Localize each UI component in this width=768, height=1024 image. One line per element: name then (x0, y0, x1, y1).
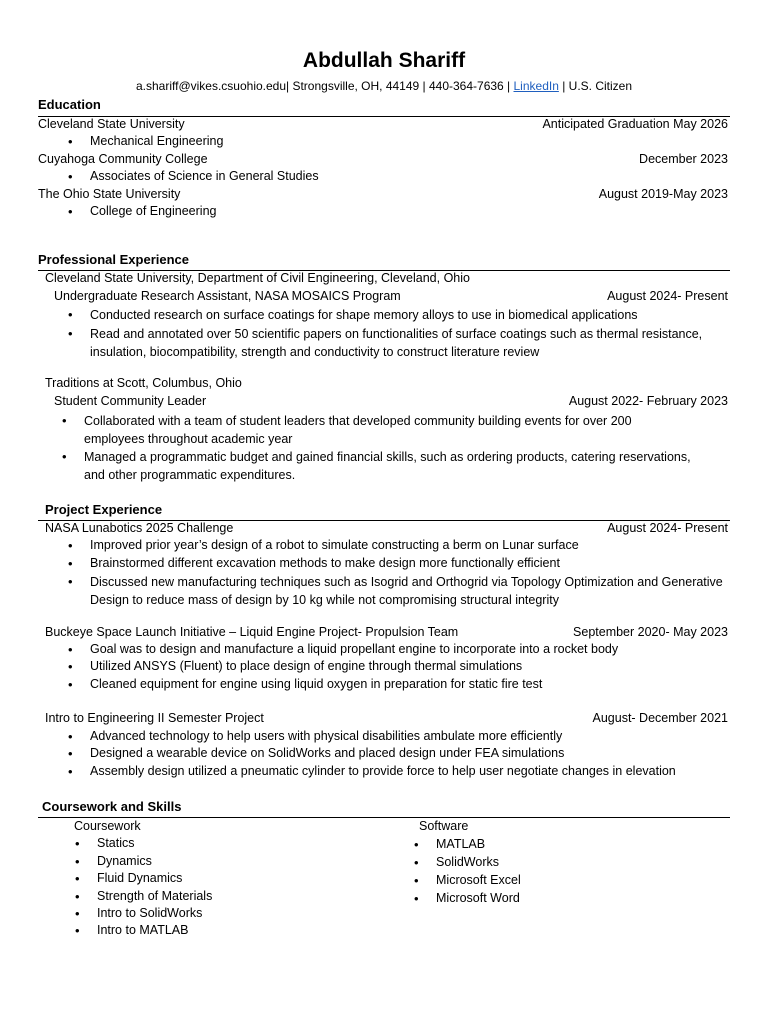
project-name: Intro to Engineering II Semester Project (45, 711, 264, 725)
education-detail: • College of Engineering (90, 204, 216, 218)
project-bullet: • Advanced technology to help users with physical disabilities ambulate more efficiently (90, 729, 562, 743)
job-role: Undergraduate Research Assistant, NASA MOSAICS Program (54, 289, 401, 303)
job-role-row (0, 289, 768, 307)
skills-divider (38, 817, 730, 818)
software-item: • Microsoft Excel (436, 873, 521, 887)
job-bullet: • Managed a programmatic budget and gained financial skills, such as ordering products, catering reservations, and other programmatic expenditures. (84, 448, 704, 484)
project-date: August 2024- Present (607, 521, 728, 535)
coursework-item: • Fluid Dynamics (97, 871, 182, 885)
contact-info: a.shariff@vikes.csuohio.edu| Strongsville, OH, 44149 | 440-364-7636 | (135, 79, 514, 93)
education-entry (0, 152, 768, 170)
contact-line (0, 79, 768, 93)
project-row (0, 711, 768, 729)
job-organization: Traditions at Scott, Columbus, Ohio (45, 376, 242, 390)
education-entry (0, 187, 768, 205)
project-row (0, 625, 768, 643)
citizenship: | U.S. Citizen (558, 79, 633, 93)
school-name: The Ohio State University (38, 187, 181, 201)
coursework-item: • Statics (97, 836, 135, 850)
job-date: August 2024- Present (607, 289, 728, 303)
education-date: August 2019-May 2023 (598, 187, 728, 201)
school-name: Cleveland State University (38, 117, 185, 131)
project-date: September 2020- May 2023 (573, 625, 728, 639)
project-bullet: • Brainstormed different excavation methods to make design more functionally efficient (90, 556, 560, 570)
job-role-row (0, 394, 768, 412)
experience-heading: Professional Experience (38, 252, 190, 267)
job-date: August 2022- February 2023 (568, 394, 728, 408)
project-bullet: • Cleaned equipment for engine using liquid oxygen in preparation for static fire test (90, 677, 542, 691)
linkedin-link[interactable]: LinkedIn (513, 79, 559, 93)
job-role: Student Community Leader (54, 394, 207, 408)
education-heading: Education (38, 97, 101, 112)
job-bullet: • Collaborated with a team of student leaders that developed community building events for over 200 employees throughout academic year (84, 412, 684, 448)
coursework-item: • Intro to SolidWorks (97, 906, 202, 920)
education-date: December 2023 (639, 152, 728, 166)
software-item: • SolidWorks (436, 855, 499, 869)
coursework-item: • Intro to MATLAB (97, 923, 188, 937)
project-name: NASA Lunabotics 2025 Challenge (45, 521, 234, 535)
project-bullet: • Designed a wearable device on SolidWorks and placed design under FEA simulations (90, 746, 564, 760)
project-row (0, 521, 768, 539)
software-item: • MATLAB (436, 837, 485, 851)
project-date: August- December 2021 (592, 711, 728, 725)
project-bullet: • Improved prior year’s design of a robot to simulate constructing a berm on Lunar surface (90, 538, 579, 552)
job-org (0, 271, 768, 289)
coursework-item: • Strength of Materials (97, 889, 212, 903)
school-name: Cuyahoga Community College (38, 152, 208, 166)
job-bullet: • Conducted research on surface coatings for shape memory alloys to use in biomedical applications (90, 306, 730, 324)
project-bullet: • Discussed new manufacturing techniques such as Isogrid and Orthogrid via Topology Optimization and Generative Design to reduce mass of design by 10 kg while not compromising structural integrity (90, 573, 730, 609)
job-org (0, 376, 768, 394)
project-name: Buckeye Space Launch Initiative – Liquid Engine Project- Propulsion Team (45, 625, 459, 639)
job-bullet: • Read and annotated over 50 scientific papers on functionalities of surface coatings such as thermal resistance, insulation, biocompatibility, strength and conductivity to construct literature review (90, 325, 730, 361)
software-heading: Software (419, 819, 469, 833)
job-organization: Cleveland State University, Department of Civil Engineering, Cleveland, Ohio (45, 271, 470, 285)
projects-heading: Project Experience (45, 502, 163, 517)
project-bullet: • Assembly design utilized a pneumatic cylinder to provide force to help user negotiate changes in elevation (90, 764, 676, 778)
software-item: • Microsoft Word (436, 891, 520, 905)
education-detail: • Associates of Science in General Studies (90, 169, 319, 183)
education-date: Anticipated Graduation May 2026 (542, 117, 728, 131)
coursework-heading: Coursework (74, 819, 141, 833)
project-bullet: • Goal was to design and manufacture a liquid propellant engine to incorporate into a rocket body (90, 642, 618, 656)
resume-name: Abdullah Shariff (302, 49, 466, 72)
coursework-item: • Dynamics (97, 854, 152, 868)
skills-heading: Coursework and Skills (42, 799, 182, 814)
education-detail: • Mechanical Engineering (90, 134, 223, 148)
project-bullet: • Utilized ANSYS (Fluent) to place design of engine through thermal simulations (90, 659, 522, 673)
education-entry (0, 117, 768, 135)
